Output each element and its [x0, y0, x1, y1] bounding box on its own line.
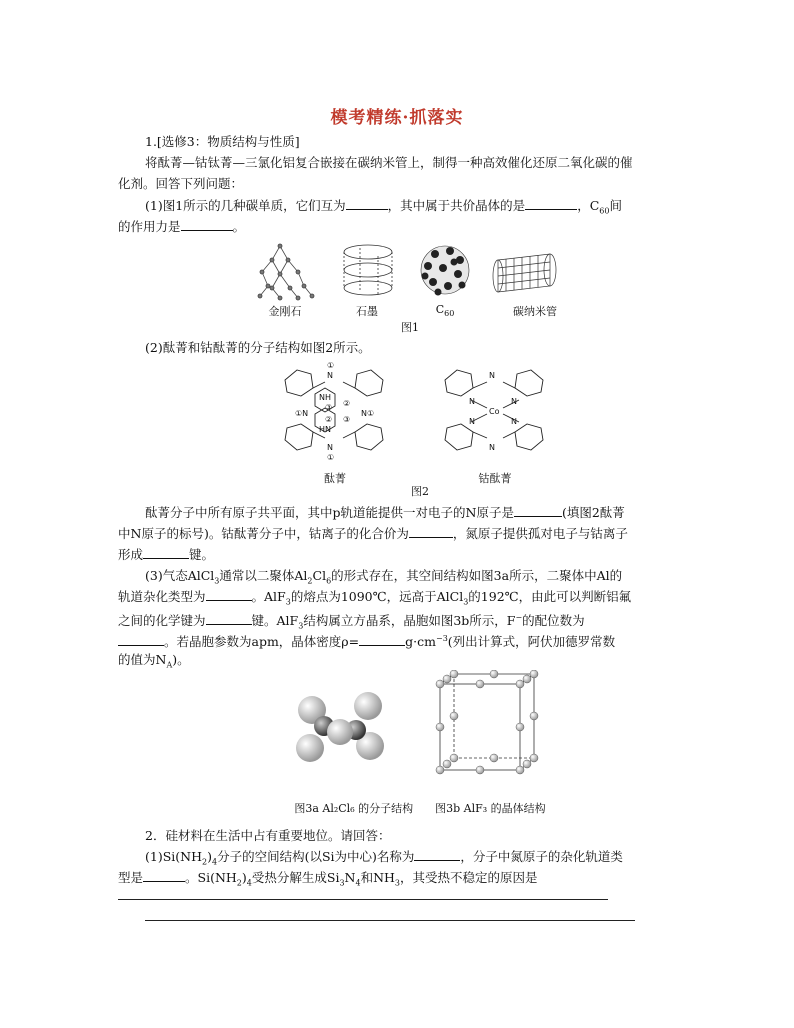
question-1-part-2-text-3: 形成 键。 — [118, 547, 215, 562]
label-graphite: 石墨 — [356, 305, 378, 318]
svg-text:Co: Co — [489, 407, 500, 416]
question-1-part-3-text-5: 的值为$N_A$)。 — [118, 652, 190, 670]
answer-blank[interactable] — [143, 869, 185, 882]
question-2-part-1-text-1: $(1)Si(NH_2)_4$分子的空间结构(以Si为中心)名称为 ，分子中氮原子的杂化轨道类 — [145, 849, 623, 867]
al2cl6-molecule-icon — [296, 692, 384, 762]
svg-text:①: ① — [327, 361, 335, 370]
question-1-part-3-text-2: 轨道杂化类型为 。AlF$_3$的熔点为1090℃，远高于AlCl$_3$的192℃，由此可以判断铝氟 — [118, 589, 632, 607]
question-1-part-2-text-2: 中N原子的标号)。钴酞菁分子中，钴离子的化合价为 ，氮原子提供孤对电子与钴离子 — [118, 526, 628, 541]
question-1-intro-line-1: 将酞菁—钴钛菁—三氯化铝复合嵌接在碳纳米管上，制得一种高效催化还原二氧化碳的催 — [145, 155, 633, 170]
c60-fullerene-icon — [421, 246, 469, 296]
svg-text:①: ① — [327, 453, 335, 462]
question-1-part-1-cont: 的作用力是 。 — [118, 219, 246, 234]
figure-2-caption: 图2 — [411, 485, 429, 498]
svg-text:N: N — [489, 443, 495, 452]
svg-text:N: N — [511, 397, 517, 406]
answer-blank[interactable] — [514, 504, 562, 517]
answer-blank[interactable] — [118, 633, 164, 646]
svg-text:N: N — [469, 397, 475, 406]
svg-text:②: ② — [325, 415, 333, 424]
label-cobalt-phthalocyanine: 钴酞菁 — [478, 472, 512, 485]
answer-line[interactable] — [118, 899, 608, 900]
svg-text:②: ② — [343, 399, 351, 408]
svg-text:③: ③ — [325, 403, 333, 412]
answer-blank[interactable] — [346, 197, 388, 210]
svg-text:N: N — [489, 371, 495, 380]
carbon-nanotube-icon — [493, 254, 556, 292]
svg-text:N: N — [511, 417, 517, 426]
svg-text:N: N — [469, 417, 475, 426]
question-1-part-1: (1)图1所示的几种碳单质，它们互为 ，其中属于共价晶体的是 ，$C_{60}$间 — [145, 198, 622, 216]
svg-text:N: N — [327, 371, 333, 380]
question-1-part-3-text-1: (3)气态AlCl$_3$通常以二聚体$Al_2Cl_6$的形式存在，其空间结构如图3a所示，二聚体中Al的 — [145, 568, 623, 586]
answer-blank[interactable] — [206, 588, 252, 601]
question-1-intro-line-2: 化剂。回答下列问题： — [118, 176, 244, 191]
figure-1-caption: 图1 — [401, 321, 419, 334]
svg-text:③: ③ — [343, 415, 351, 424]
page-title: 模考精练·抓落实 — [330, 108, 464, 128]
label-c60: $C_{60}$ — [435, 303, 455, 319]
label-phthalocyanine: 酞菁 — [324, 472, 346, 485]
svg-text:N: N — [327, 443, 333, 452]
answer-blank[interactable] — [206, 612, 252, 625]
label-diamond: 金刚石 — [268, 305, 302, 318]
answer-blank[interactable] — [181, 218, 233, 231]
question-2-part-1-text-2: 型是 。$Si(NH_2)_4$受热分解生成$Si_3N_4$和$NH_3$，其受热不稳定的原因是 — [118, 870, 538, 888]
answer-blank[interactable] — [359, 633, 405, 646]
svg-text:NH: NH — [319, 393, 331, 402]
question-1-part-3-text-3: 之间的化学键为 键。AlF$_3$结构属立方晶系，晶胞如图3b所示，F−的配位数为 — [118, 613, 585, 631]
question-1-part-2-text-1: 酞菁分子中所有原子共平面，其中p轨道能提供一对电子的N原子是 (填图2酞菁 — [145, 505, 625, 520]
svg-text:HN: HN — [319, 425, 331, 434]
figure-2-phthalocyanine-structures — [275, 360, 565, 470]
answer-line[interactable] — [145, 920, 635, 921]
figure-3-caption: 图3a Al₂Cl₆ 的分子结构 图3b AlF₃ 的晶体结构 — [294, 802, 546, 815]
label-nanotube: 碳纳米管 — [513, 305, 557, 318]
answer-blank[interactable] — [143, 546, 189, 559]
diamond-structure-icon — [258, 244, 314, 300]
svg-text:N①: N① — [361, 409, 375, 418]
question-2-heading: 2．硅材料在生活中占有重要地位。请回答： — [145, 828, 391, 843]
question-1-heading: 1.[选修3：物质结构与性质] — [145, 134, 300, 149]
answer-blank[interactable] — [409, 525, 453, 538]
question-1-part-3-text-4: 。若晶胞参数为apm，晶体密度$\rho= g\cdot cm^{-3}$(列出计算式，阿伏加德罗常数 — [118, 629, 678, 651]
answer-blank[interactable] — [414, 848, 460, 861]
svg-text:①N: ①N — [295, 409, 309, 418]
answer-blank[interactable] — [525, 197, 577, 210]
question-1-part-2: (2)酞菁和钴酞菁的分子结构如图2所示。 — [145, 340, 371, 355]
graphite-structure-icon — [344, 245, 392, 295]
figure-3-al-structures — [290, 670, 550, 785]
